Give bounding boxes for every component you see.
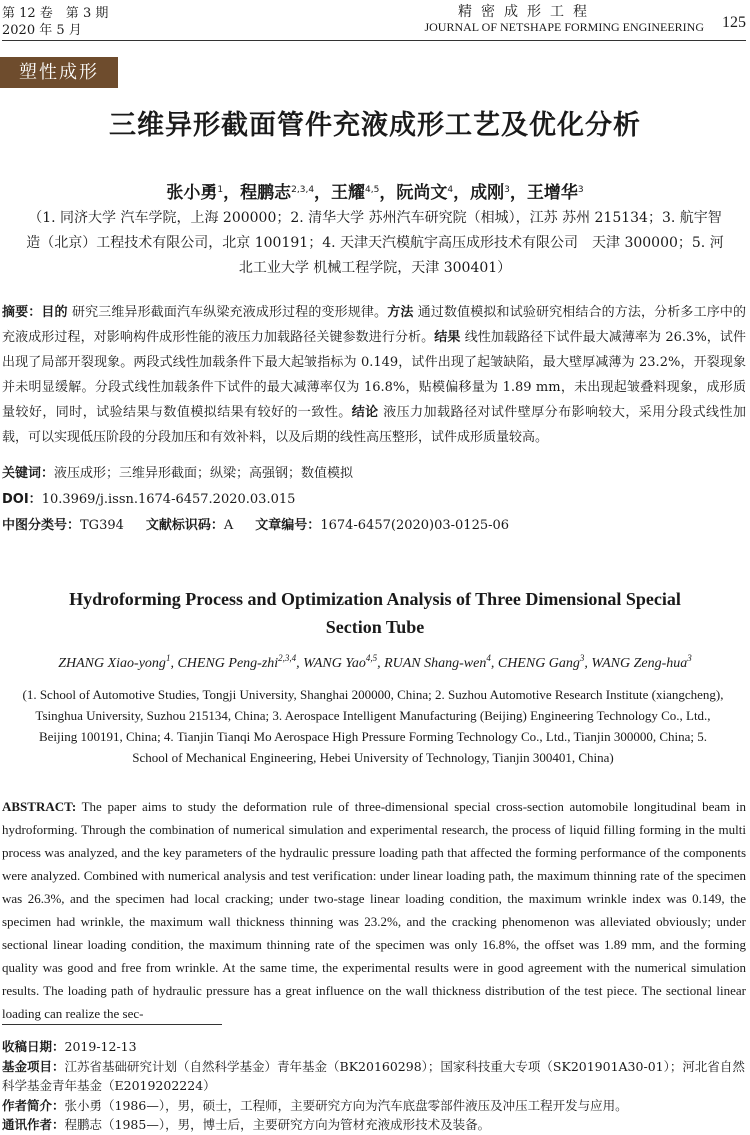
fund-label: 基金项目： bbox=[2, 1058, 65, 1074]
author-name: 张小勇 bbox=[166, 183, 218, 203]
received-label: 收稿日期： bbox=[2, 1039, 65, 1054]
title-en: Hydroforming Process and Optimization Analysis of Three Dimensional Special Section Tube bbox=[69, 589, 681, 637]
abstract-en-label: ABSTRACT: bbox=[2, 799, 77, 814]
bio-value: 张小勇（1986—），男，硕士，工程师，主要研究方向为汽车底盘零部件液压及冲压工程开发与应用。 bbox=[64, 1097, 628, 1113]
keywords-text: 液压成形；三维异形截面；纵梁；高强钢；数值模拟 bbox=[54, 466, 354, 481]
methods-label: 方法 bbox=[387, 305, 414, 320]
conclusion-text: 液压力加载路径对试件壁厚分布影响较大，采用分段式线性加载，可以实现低压阶段的分段加压和有效补料，以及后期的线性高压整形，试件成形质量较高。 bbox=[2, 405, 746, 445]
footnotes bbox=[2, 1037, 746, 1135]
author-affil-sup: 1 bbox=[165, 653, 171, 663]
abstract-label: 摘要： bbox=[2, 305, 42, 320]
clc-value: TG394 bbox=[80, 518, 124, 533]
author-affil-sup: 3 bbox=[504, 185, 510, 195]
corresponding-author bbox=[2, 1115, 746, 1135]
doi bbox=[2, 489, 295, 511]
bio-label: 作者简介： bbox=[2, 1097, 65, 1113]
abstract-cn bbox=[2, 300, 746, 450]
journal-name-en: JOURNAL OF NETSHAPE FORMING ENGINEERING bbox=[424, 20, 704, 34]
footnote-rule bbox=[2, 1024, 222, 1025]
results-text: 线性加载路径下试件最大减薄率为 26.3%，试件出现了局部开裂现象。两段式线性加载条件下最大起皱指标为 0.149，试件出现了起皱缺陷，最大壁厚减薄为 23.2%，开裂现象并未明显缓解。分段式线性加载条件下试件的最大减薄率仅为 16.8%，贴模偏移量为 1.89 mm，未出现起皱叠料现象，成形质量较好，同时，试验结果与数值模拟结果有较好的一致性。 bbox=[2, 330, 746, 420]
author-affil-sup: 4,5 bbox=[365, 653, 378, 663]
fund-info bbox=[2, 1057, 746, 1096]
author-bio bbox=[2, 1096, 746, 1116]
authors-cn: 张小勇$^1$，程鹏志$^{2,3,4}$，王耀$^{4,5}$，阮尚文$^4$，成刚$^3$，王增华$^3$ bbox=[166, 183, 584, 203]
results-label: 结果 bbox=[434, 330, 461, 345]
article-no-label: 文章编号： bbox=[255, 518, 321, 533]
doc-code-label: 文献标识码： bbox=[145, 518, 224, 533]
section-tag: 塑性成形 bbox=[0, 57, 118, 88]
conclusion-label: 结论 bbox=[351, 405, 379, 420]
author-affil-sup: 3 bbox=[687, 653, 692, 663]
classification-line bbox=[2, 515, 509, 537]
keywords-cn bbox=[2, 463, 353, 485]
author-name: CHENG Gang bbox=[497, 656, 580, 671]
author-affil-sup: 4,5 bbox=[365, 185, 380, 195]
affiliations-en: (1. School of Automotive Studies, Tongji University, Shanghai 200000, China; 2. Suzhou Automotive Research Institute (xiangcheng), Tsinghua University, Suzhou 215134, China; 3. Aerospace Intelligent Manufacturing (Beijing) Engineering Technology Co., Ltd., Beijing 100191, China; 4. Tianjin Tianqi Mo Aerospace High Pressure Forming Technology Co., Ltd., Tianjin 300000, China; 5. School of Mechanical Engineering, Hebei University of Technology, Tianjin 300401, China) bbox=[22, 687, 724, 765]
doi-label: DOI： bbox=[2, 492, 42, 507]
purpose-text: 研究三维异形截面汽车纵梁充液成形过程的变形规律。 bbox=[71, 305, 388, 320]
received-date bbox=[2, 1037, 746, 1057]
affiliations-cn: （1. 同济大学 汽车学院，上海 200000；2. 清华大学 苏州汽车研究院（相城），江苏 苏州 215134；3. 航宇智造（北京）工程技术有限公司，北京 100191；4. 天津天汽模航宇高压成形技术有限公司 天津 300000；5. 河北工业大学 机械工程学院，天津 300401） bbox=[26, 210, 724, 276]
author-name: RUAN Shang-wen bbox=[384, 656, 487, 671]
purpose-label: 目的 bbox=[41, 305, 68, 320]
author-name: WANG Yao bbox=[303, 656, 366, 671]
running-header bbox=[2, 0, 746, 41]
authors-en: ZHANG Xiao-yong$^1$, CHENG Peng-zhi$^{2,3,4}$, WANG Yao$^{4,5}$, RUAN Shang-wen$^4$, CHENG Gang$^3$, WANG Zeng-hua$^3$ bbox=[58, 653, 692, 671]
corr-label: 通讯作者： bbox=[2, 1117, 65, 1132]
article-no-value: 1674-6457(2020)03-0125-06 bbox=[320, 518, 510, 533]
author-name: WANG Zeng-hua bbox=[591, 656, 688, 671]
journal-name-cn: 精密成形工程 bbox=[458, 4, 596, 20]
author-affil-sup: 3 bbox=[577, 185, 584, 195]
author-affil-sup: 3 bbox=[579, 653, 585, 663]
author-name: ZHANG Xiao-yong bbox=[58, 656, 166, 671]
author-affil-sup: 2,3,4 bbox=[291, 185, 315, 195]
author-affil-sup: 4 bbox=[447, 185, 454, 195]
volume-issue: 第 12 卷 第 3 期 bbox=[2, 6, 109, 21]
author-affil-sup: 1 bbox=[217, 185, 224, 195]
corr-value: 程鹏志（1985—），男，博士后，主要研究方向为管材充液成形技术及装备。 bbox=[64, 1117, 491, 1132]
author-affil-sup: 4 bbox=[486, 653, 491, 663]
author-name: 王增华 bbox=[526, 183, 578, 203]
methods-text: 通过数值模拟和试验研究相结合的方法，分析多工序中的充液成形过程，对影响构件成形性能的液压力加载路径关键参数进行分析。 bbox=[2, 305, 746, 345]
abstract-en-text: The paper aims to study the deformation rule of three-dimensional special cross-section automobile longitudinal beam in hydroforming. Through the combination of numerical simulation and experimental research, the process of liquid filling forming in the multi process was analyzed, and the key parameters of the hydraulic pressure loading path that affected the forming performance of the components were analyzed. Combined with numerical analysis and test verification: under linear loading path, the maximum thinning rate of the specimen was 26.3%, and the specimen had local cracking; under two-stage linear loading condition, the maximum wrinkle index was 0.149, the specimen had wrinkle, the maximum wall thickness thinning was 23.2%, and the cracking phenomenon was alleviated obviously; under sectional linear loading condition, the maximum thinning rate of the specimen was only 16.8%, the offset was 1.89 mm, and the forming quality was good and free from wrinkle. At the same time, the experimental results were in good agreement with the numerical simulation results. The loading path of hydraulic pressure has a great influence on the wall thickness distribution of the test piece. The sectional linear loading can realize the sec- bbox=[2, 799, 747, 1021]
author-name: CHENG Peng-zhi bbox=[177, 656, 279, 671]
clc-label: 中图分类号： bbox=[2, 518, 81, 533]
doi-link[interactable]: 10.3969/j.issn.1674-6457.2020.03.015 bbox=[41, 492, 296, 507]
keywords-label: 关键词： bbox=[2, 466, 55, 481]
issue-date: 2020 年 5 月 bbox=[2, 23, 82, 38]
doc-code-value: A bbox=[223, 518, 234, 533]
author-name: 成刚 bbox=[470, 183, 505, 203]
abstract-en bbox=[2, 795, 746, 1025]
author-name: 王耀 bbox=[331, 183, 366, 203]
author-affil-sup: 2,3,4 bbox=[278, 653, 297, 663]
title-cn: 三维异形截面管件充液成形工艺及优化分析 bbox=[109, 110, 641, 141]
author-name: 阮尚文 bbox=[396, 183, 448, 203]
fund-value: 江苏省基础研究计划（自然科学基金）青年基金（BK20160298）；国家科技重大专项（SK201901A30-01）；河北省自然科学基金青年基金（E2019202224） bbox=[2, 1058, 745, 1093]
page-number: 125 bbox=[722, 14, 746, 31]
received-value: 2019-12-13 bbox=[64, 1039, 137, 1054]
author-name: 程鹏志 bbox=[240, 183, 292, 203]
